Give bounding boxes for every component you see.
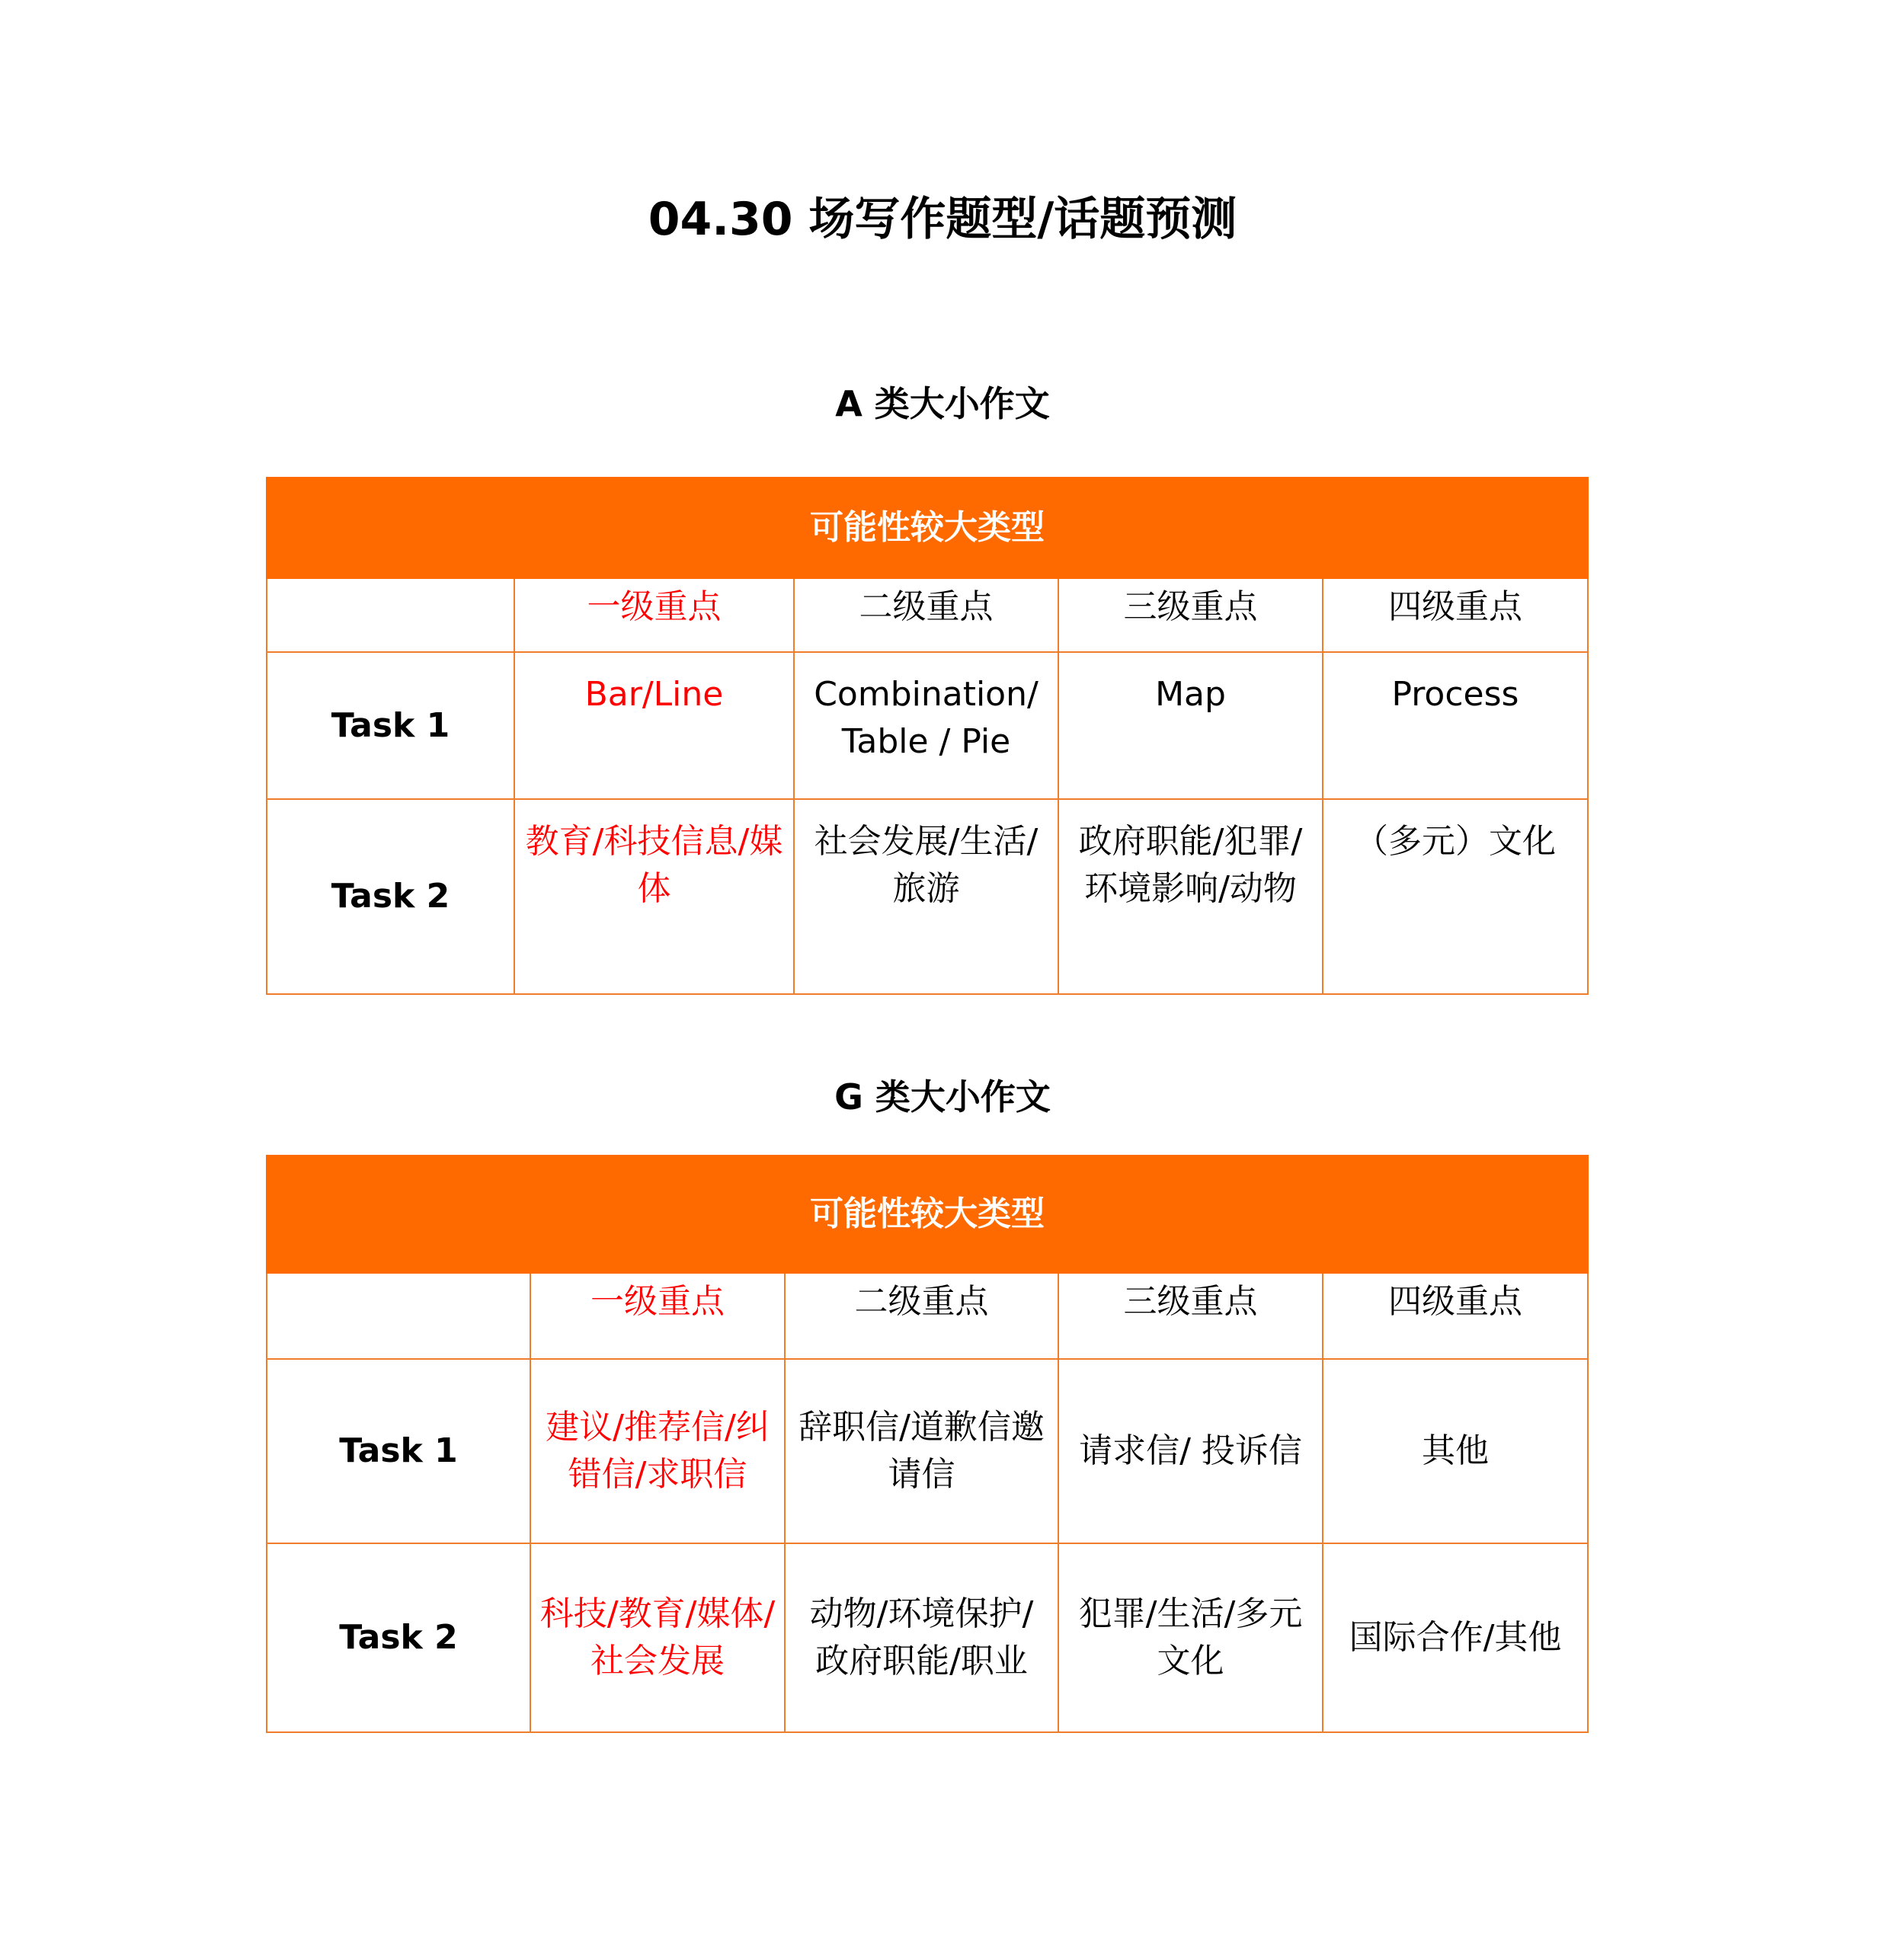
level-header-2: 二级重点 bbox=[794, 578, 1058, 652]
table-cell: Bar/Line bbox=[514, 652, 794, 799]
level-header-1: 一级重点 bbox=[514, 578, 794, 652]
table-cell: 辞职信/道歉信邀请信 bbox=[785, 1359, 1058, 1543]
table-banner: 可能性较大类型 bbox=[267, 478, 1588, 578]
table-cell: 犯罪/生活/多元文化 bbox=[1058, 1543, 1323, 1732]
row-label-task2: Task 2 bbox=[267, 1543, 530, 1732]
table-corner-cell bbox=[267, 578, 514, 652]
table-cell: Process bbox=[1323, 652, 1588, 799]
level-header-4: 四级重点 bbox=[1323, 1273, 1588, 1359]
section-heading-a: A 类大小作文 bbox=[835, 383, 1050, 424]
level-header-2: 二级重点 bbox=[785, 1273, 1058, 1359]
table-cell: 社会发展/生活/旅游 bbox=[794, 799, 1058, 994]
table-cell: 教育/科技信息/媒体 bbox=[514, 799, 794, 994]
table-cell: Map bbox=[1058, 652, 1323, 799]
topic-table-g bbox=[266, 1155, 1589, 1733]
section-heading-g: G 类大小作文 bbox=[834, 1076, 1051, 1117]
topic-table-a bbox=[266, 477, 1589, 995]
table-cell: （多元）文化 bbox=[1323, 799, 1588, 994]
row-label-task2: Task 2 bbox=[267, 799, 514, 994]
level-header-4: 四级重点 bbox=[1323, 578, 1588, 652]
table-cell: 请求信/ 投诉信 bbox=[1058, 1359, 1323, 1543]
table-cell: 政府职能/犯罪/环境影响/动物 bbox=[1058, 799, 1323, 994]
page-title: 04.30 场写作题型/话题预测 bbox=[648, 193, 1237, 246]
table-cell: Combination/ Table / Pie bbox=[794, 652, 1058, 799]
table-cell: 科技/教育/媒体/社会发展 bbox=[530, 1543, 785, 1732]
row-label-task1: Task 1 bbox=[267, 652, 514, 799]
row-label-task1: Task 1 bbox=[267, 1359, 530, 1543]
level-header-3: 三级重点 bbox=[1058, 578, 1323, 652]
table-banner: 可能性较大类型 bbox=[267, 1156, 1588, 1273]
table-corner-cell bbox=[267, 1273, 530, 1359]
table-cell: 建议/推荐信/纠错信/求职信 bbox=[530, 1359, 785, 1543]
level-header-1: 一级重点 bbox=[530, 1273, 785, 1359]
level-header-3: 三级重点 bbox=[1058, 1273, 1323, 1359]
table-cell: 国际合作/其他 bbox=[1323, 1543, 1588, 1732]
table-cell: 其他 bbox=[1323, 1359, 1588, 1543]
table-cell: 动物/环境保护/政府职能/职业 bbox=[785, 1543, 1058, 1732]
